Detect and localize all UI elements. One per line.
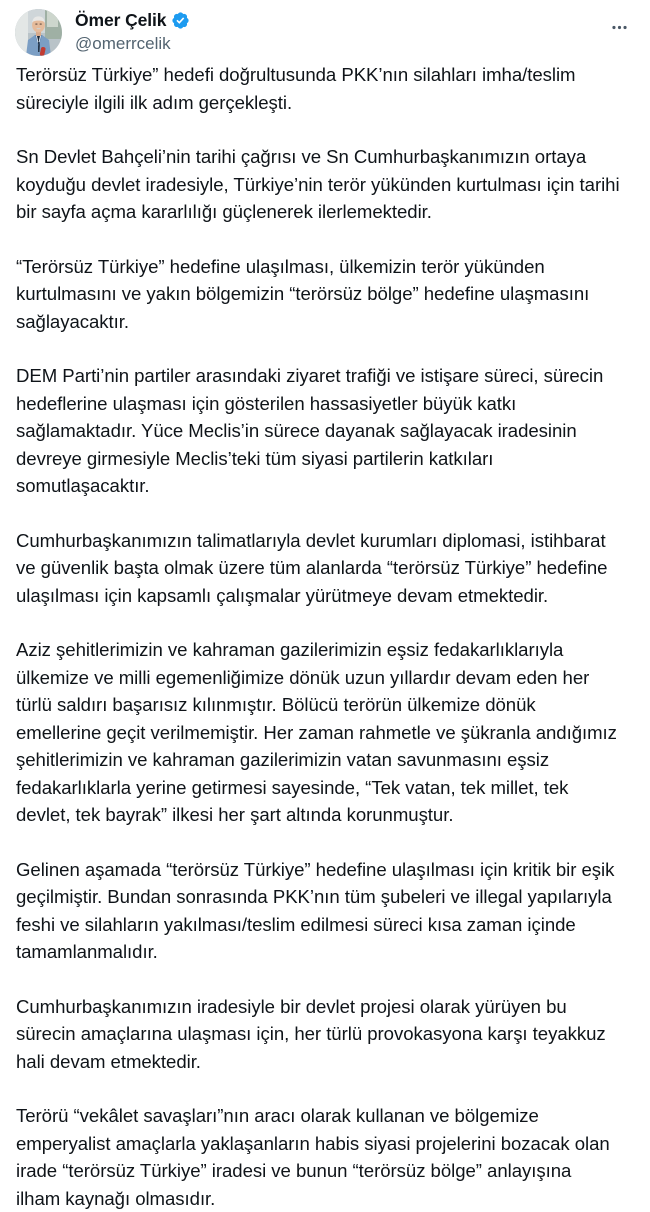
paragraph-spacer xyxy=(16,1075,620,1102)
tweet-paragraph: Aziz şehitlerimizin ve kahraman gazilerimizin eşsiz fedakarlıklarıyla ülkemize ve milli egemenliğimize dönük uzun yıllardır devam eden her türlü saldırı başarısız kılınmıştır. Bölücü terörün ülkemize dönük emellerine geçit verilmemiştir. Her zaman rahmetle ve şükranla andığımız şehitlerimizin ve kahraman gazilerimizin vatan savunmasını eşsiz fedakarlıklarla yerine getirmesi sayesinde, “Tek vatan, tek millet, tek devlet, tek bayrak” ilkesi her şart altında korunmuştur. xyxy=(16,639,623,825)
tweet-paragraph: Cumhurbaşkanımızın talimatlarıyla devlet kurumları diplomasi, istihbarat ve güvenlik başta olmak üzere tüm alanlarda “terörsüz Türkiye” hedefine ulaşılması için kapsamlı çalışmalar yürütmeye devam etmektedir. xyxy=(16,529,613,606)
tweet-paragraph: Sn Devlet Bahçeli’nin tarihi çağrısı ve Sn Cumhurbaşkanımızın ortaya koyduğu devlet iradesiyle, Türkiye’nin terör yükünden kurtulması için tarihi bir sayfa açma kararlılığı güçlenerek ilerlemektedir. xyxy=(16,146,625,222)
name-row xyxy=(75,10,190,31)
paragraph-spacer xyxy=(16,500,620,527)
paragraph-spacer xyxy=(16,226,620,253)
tweet-paragraph: Terörsüz Türkiye” hedefi doğrultusunda PKK’nın silahları imha/teslim süreciyle ilgili ilk adım gerçekleşti. xyxy=(16,64,581,113)
tweet-paragraph: “Terörsüz Türkiye” hedefine ulaşılması, ülkemizin terör yükünden kurtulmasını ve yakın bölgemizin “terörsüz bölge” hedefine ulaşmasını sağlayacaktır. xyxy=(16,255,595,332)
avatar[interactable] xyxy=(15,9,62,56)
tweet-header xyxy=(0,0,650,62)
paragraph-spacer xyxy=(16,335,620,362)
tweet-paragraph: Terörü “vekâlet savaşları”nın aracı olarak kullanan ve bölgemize emperyalist amaçlarla yaklaşanların habis siyasi projelerini bozacak olan irade “terörsüz Türkiye” iradesi ve bunun “terörsüz bölge” anlayışına ilham kaynağı olmasıdır. xyxy=(16,1105,615,1209)
paragraph-spacer xyxy=(16,966,620,993)
paragraph-spacer xyxy=(16,116,620,143)
ellipsis-icon xyxy=(610,18,629,37)
author-handle[interactable]: @omerrcelik xyxy=(75,34,171,53)
paragraph-spacer xyxy=(16,609,620,636)
tweet-paragraph: Gelinen aşamada “terörsüz Türkiye” hedefine ulaşılması için kritik bir eşik geçilmiştir. Bundan sonrasında PKK’nın tüm şubeleri ve illegal yapılarıyla feshi ve silahların yakılması/teslim edilmesi süreci kısa zaman içinde tamamlanmalıdır. xyxy=(16,858,620,962)
verified-badge-icon xyxy=(171,11,190,30)
author-identity xyxy=(75,9,190,55)
tweet-text-body xyxy=(0,61,650,1212)
tweet-paragraph: DEM Parti’nin partiler arasındaki ziyaret trafiği ve istişare süreci, sürecin hedeflerine ulaşması için gösterilen hassasiyetler büyük katkı sağlamaktadır. Yüce Meclis’in sürece dayanak sağlayacak iradesinin devreye girmesiyle Meclis’teki tüm siyasi partilerin katkıları somutlaşacaktır. xyxy=(16,365,609,496)
author-display-name[interactable]: Ömer Çelik xyxy=(75,10,167,30)
tweet-paragraph: Cumhurbaşkanımızın iradesiyle bir devlet projesi olarak yürüyen bu sürecin amaçlarına ulaşması için, her türlü provokasyona karşı teyakkuz hali devam etmektedir. xyxy=(16,995,611,1072)
paragraph-spacer xyxy=(16,829,620,856)
more-options-button[interactable] xyxy=(602,10,636,44)
